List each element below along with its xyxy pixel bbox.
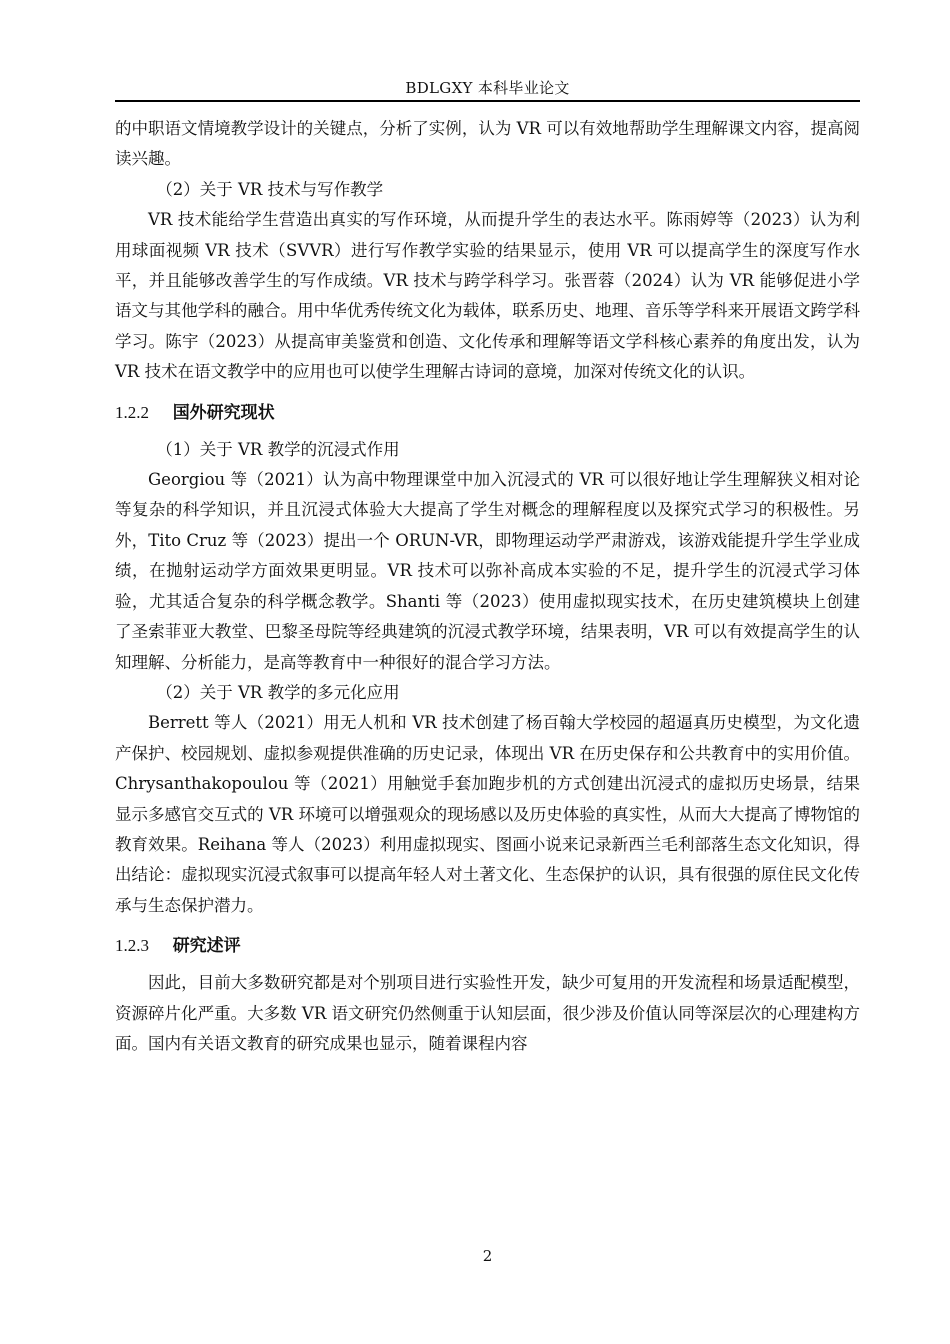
paragraph-writing: VR 技术能给学生营造出真实的写作环境，从而提升学生的表达水平。陈雨婷等（2023）认为利用球面视频 VR 技术（SVVR）进行写作教学实验的结果显示，使用 VR 可以提高学生的深度写作水平，并且能够改善学生的写作成绩。VR 技术与跨学科学习。张晋蓉（2024）认为 VR 能够促进小学语文与其他学科的融合。用中华优秀传统文化为载体，联系历史、地理、音乐等学科来开展语文跨学科学习。陈宇（2023）从提高审美鉴赏和创造、文化传承和理解等语文学科核心素养的角度出发，认为 VR 技术在语文教学中的应用也可以使学生理解古诗词的意境，加深对传统文化的认识。 bbox=[115, 210, 860, 382]
page-number: 2 bbox=[482, 1247, 493, 1265]
section-number: 1.2.3 bbox=[115, 936, 149, 956]
section-title: 国外研究现状 bbox=[172, 402, 275, 423]
paragraph-continued: 的中职语文情境教学设计的关键点，分析了实例，认为 VR 可以有效地帮助学生理解课文内容，提高阅读兴趣。 bbox=[115, 119, 860, 169]
running-header: BDLGXY 本科毕业论文 bbox=[405, 79, 570, 97]
paragraph-review: 因此，目前大多数研究都是对个别项目进行实验性开发，缺少可复用的开发流程和场景适配模型，资源碎片化严重。大多数 VR 语文研究仍然侧重于认知层面，很少涉及价值认同等深层次的心理建构方面。国内有关语文教育的研究成果也显示，随着课程内容 bbox=[115, 973, 860, 1053]
header-rule bbox=[115, 100, 860, 102]
section-heading-1-2-3 bbox=[115, 931, 860, 961]
section-title: 研究述评 bbox=[172, 936, 241, 957]
section-number: 1.2.2 bbox=[115, 402, 149, 422]
page-content bbox=[115, 114, 860, 1059]
subheading-immersive: （1）关于 VR 教学的沉浸式作用 bbox=[156, 439, 400, 459]
paragraph-immersive: Georgiou 等（2021）认为高中物理课堂中加入沉浸式的 VR 可以很好地让学生理解狭义相对论等复杂的科学知识，并且沉浸式体验大大提高了学生对概念的理解程度以及探究式学习的积极性。另外，Tito Cruz 等（2023）提出一个 ORUN-VR，即物理运动学严肃游戏，该游戏能提升学生学业成绩，在抛射运动学方面效果更明显。VR 技术可以弥补高成本实验的不足，提升学生的沉浸式学习体验，尤其适合复杂的科学概念教学。Shanti 等（2023）使用虚拟现实技术，在历史建筑模块上创建了圣索菲亚大教堂、巴黎圣母院等经典建筑的沉浸式教学环境，结果表明，VR 可以有效提高学生的认知理解、分析能力，是高等教育中一种很好的混合学习方法。 bbox=[115, 470, 860, 672]
section-heading-1-2-2 bbox=[115, 398, 860, 428]
subheading-diverse: （2）关于 VR 教学的多元化应用 bbox=[156, 682, 400, 702]
subheading-writing: （2）关于 VR 技术与写作教学 bbox=[156, 179, 384, 199]
paragraph-diverse: Berrett 等人（2021）用无人机和 VR 技术创建了杨百翰大学校园的超逼真历史模型，为文化遗产保护、校园规划、虚拟参观提供准确的历史记录，体现出 VR 在历史保存和公共教育中的实用价值。Chrysanthakopoulou 等（2021）用触觉手套加跑步机的方式创建出沉浸式的虚拟历史场景，结果显示多感官交互式的 VR 环境可以增强观众的现场感以及历史体验的真实性，从而大大提高了博物馆的教育效果。Reihana 等人（2023）利用虚拟现实、图画小说来记录新西兰毛利部落生态文化知识，得出结论：虚拟现实沉浸式叙事可以提高年轻人对土著文化、生态保护的认识，具有很强的原住民文化传承与生态保护潜力。 bbox=[115, 713, 860, 915]
